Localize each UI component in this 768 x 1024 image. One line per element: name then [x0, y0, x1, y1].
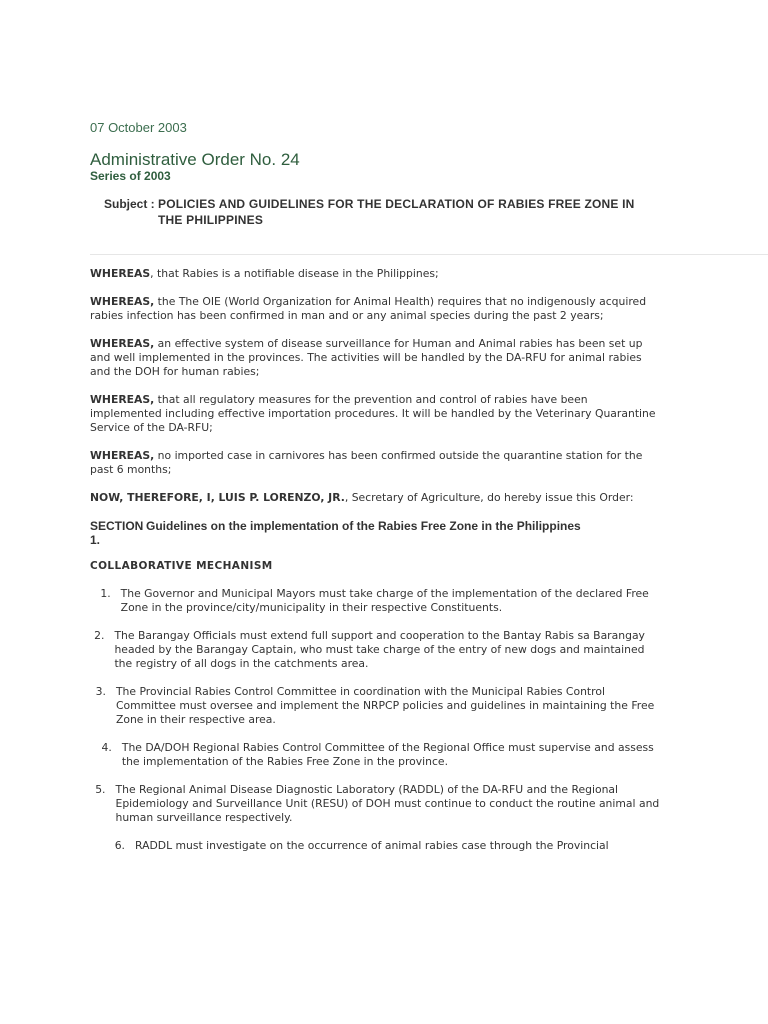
whereas-lead: WHEREAS, [90, 337, 155, 350]
guideline-list [90, 587, 660, 853]
subject-text: POLICIES AND GUIDELINES FOR THE DECLARATION OF RABIES FREE ZONE IN THE PHILIPPINES [158, 197, 635, 227]
whereas-text: no imported case in carnivores has been confirmed outside the quarantine station for the past 6 months; [90, 449, 643, 476]
whereas-clause-2 [90, 295, 660, 323]
subject-label: Subject : [104, 197, 155, 211]
whereas-clause-5 [90, 449, 660, 477]
whereas-lead: WHEREAS, [90, 393, 155, 406]
now-therefore-lead: NOW, THEREFORE, I, LUIS P. LORENZO, JR. [90, 491, 345, 504]
list-item [90, 741, 660, 769]
whereas-lead: WHEREAS [90, 267, 151, 280]
whereas-text: the The OIE (World Organization for Animal Health) requires that no indigenously acquired rabies infection has been confirmed in man and or any animal species during the past 2 years; [90, 295, 647, 322]
section-title: Guidelines on the implementation of the Rabies Free Zone in the Philippines [146, 519, 581, 533]
whereas-lead: WHEREAS, [90, 449, 155, 462]
list-item [90, 783, 660, 825]
item-text: The Governor and Municipal Mayors must take charge of the implementation of the declared Free Zone in the province/city/municipality in their respective Constituents. [120, 587, 649, 614]
document-date: 07 October 2003 [90, 120, 187, 135]
whereas-clause-1 [90, 267, 660, 281]
item-number: 5. [95, 783, 106, 796]
item-number: 3. [95, 685, 106, 698]
item-text: RADDL must investigate on the occurrence of animal rabies case through the Provincial [135, 839, 609, 852]
item-text: The Barangay Officials must extend full support and cooperation to the Bantay Rabis sa Barangay headed by the Barangay Captain, who must take charge of the entry of new dogs and maintained the registry of all dogs in the catchments area. [114, 629, 645, 670]
order-title: Administrative Order No. 24 [90, 150, 300, 169]
list-item [90, 839, 660, 853]
item-number: 4. [101, 741, 112, 754]
whereas-text: , that Rabies is a notifiable disease in the Philippines; [150, 267, 439, 280]
now-therefore-clause [90, 491, 660, 505]
item-text: The Provincial Rabies Control Committee in coordination with the Municipal Rabies Control Committee must oversee and implement the NRPCP policies and guidelines in maintaining the Free Zone in their respective area. [115, 685, 655, 726]
whereas-clause-3 [90, 337, 660, 379]
now-therefore-text: , Secretary of Agriculture, do hereby issue this Order: [344, 491, 634, 504]
list-item [90, 685, 660, 727]
list-item [90, 587, 660, 615]
item-number: 2. [94, 629, 105, 642]
item-number: 6. [114, 839, 125, 852]
divider [90, 254, 768, 255]
item-text: The Regional Animal Disease Diagnostic Laboratory (RADDL) of the DA-RFU and the Regional Epidemiology and Surveillance Unit (RESU) of DOH must continue to conduct the routine animal and human surveillance respectively. [115, 783, 660, 824]
item-number: 1. [100, 587, 111, 600]
item-text: The DA/DOH Regional Rabies Control Committee of the Regional Office must supervise and assess the implementation of the Rabies Free Zone in the province. [121, 741, 654, 768]
section-heading [90, 519, 660, 547]
order-series: Series of 2003 [90, 169, 171, 183]
whereas-text: an effective system of disease surveillance for Human and Animal rabies has been set up and well implemented in the provinces. The activities will be handled by the DA-RFU for animal rabies and the DOH for human rabies; [90, 337, 643, 378]
collaborative-mechanism-heading: COLLABORATIVE MECHANISM [90, 560, 273, 572]
section-label: SECTION 1. [90, 519, 144, 547]
whereas-text: that all regulatory measures for the prevention and control of rabies have been implemented including effective importation procedures. It will be handled by the Veterinary Quarantine Service of the DA-RFU; [90, 393, 656, 434]
whereas-lead: WHEREAS, [90, 295, 155, 308]
whereas-clause-4 [90, 393, 660, 435]
list-item [90, 629, 660, 671]
document-body [90, 267, 660, 867]
